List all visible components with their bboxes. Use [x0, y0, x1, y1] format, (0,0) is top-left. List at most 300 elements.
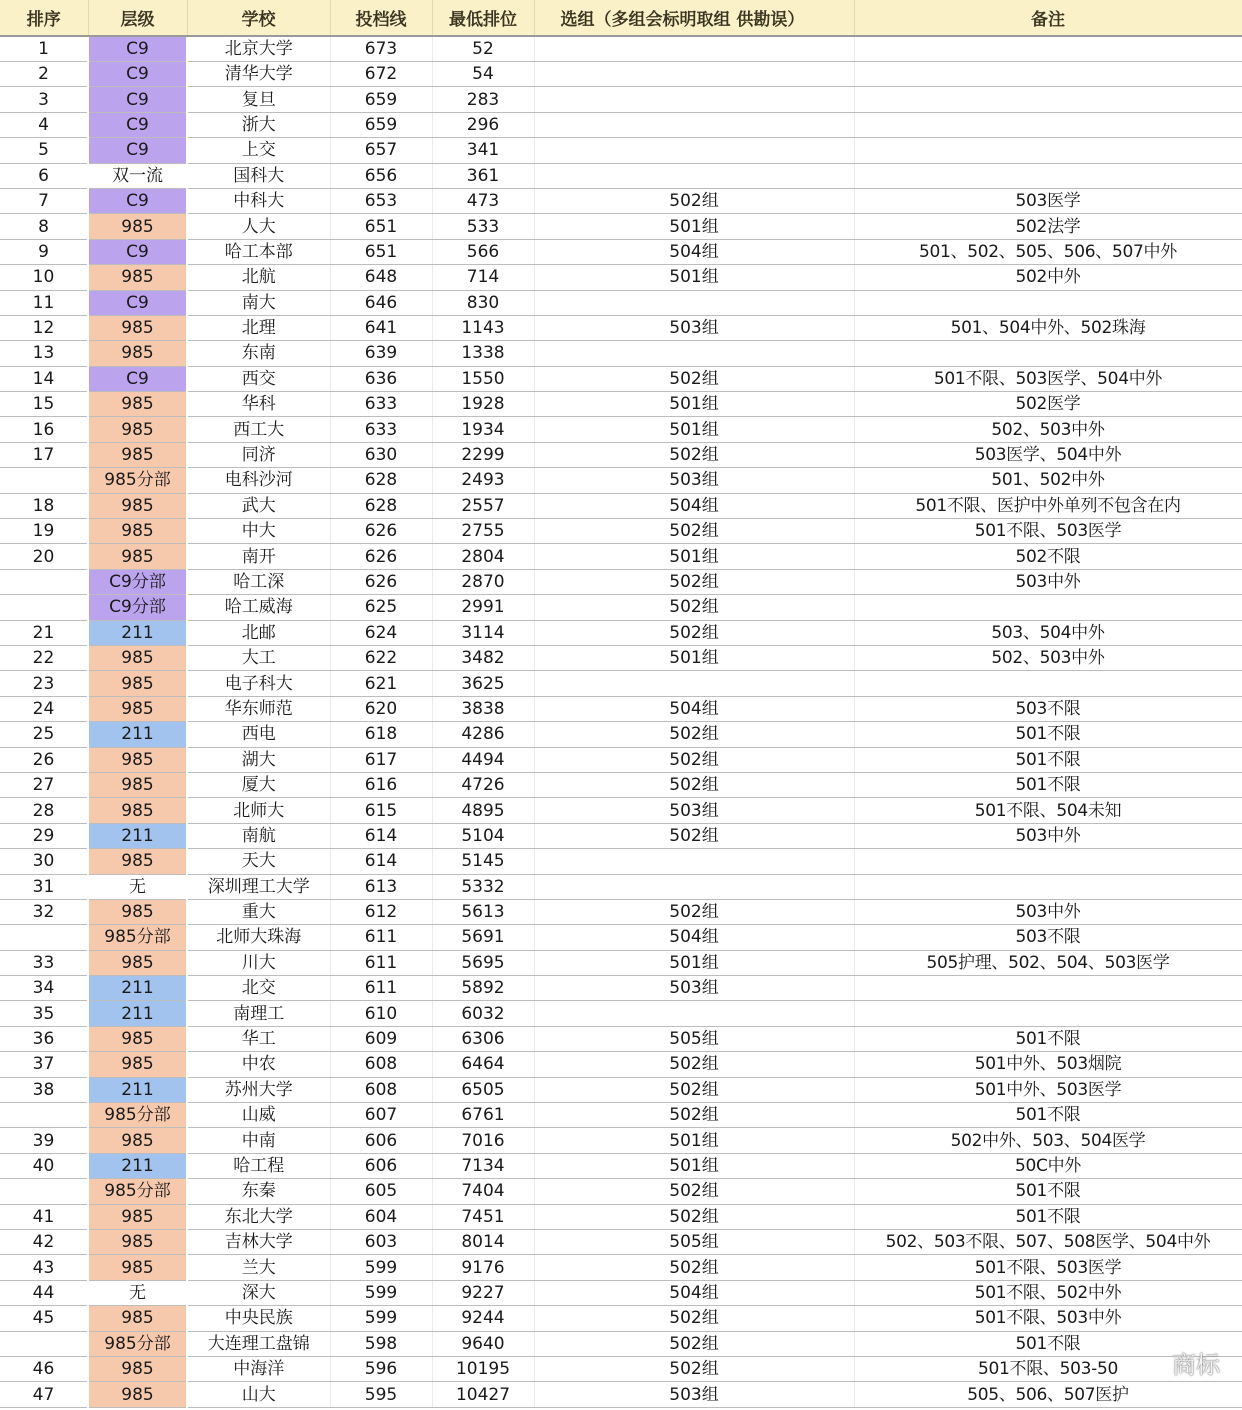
table-row — [0, 595, 1242, 620]
rank-cell: 11 — [0, 290, 88, 315]
cutoff-score-cell: 608 — [330, 1052, 432, 1077]
cutoff-score-cell: 673 — [330, 36, 432, 62]
lowest-rank-cell: 2755 — [432, 519, 534, 544]
lowest-rank-cell: 54 — [432, 62, 534, 87]
table-row — [0, 493, 1242, 518]
tier-cell: 985 — [88, 849, 187, 874]
rank-cell: 34 — [0, 976, 88, 1001]
cutoff-score-cell: 633 — [330, 417, 432, 442]
remarks-cell: 503医学 — [854, 188, 1242, 213]
cutoff-score-cell: 598 — [330, 1331, 432, 1356]
group-cell: 502组 — [534, 366, 854, 391]
school-cell: 重大 — [187, 899, 330, 924]
cutoff-score-cell: 626 — [330, 544, 432, 569]
school-cell: 深圳理工大学 — [187, 874, 330, 899]
rank-cell: 38 — [0, 1077, 88, 1102]
table-row — [0, 1179, 1242, 1204]
tier-cell: 985 — [88, 315, 187, 340]
cutoff-score-cell: 633 — [330, 392, 432, 417]
header-tier: 层级 — [88, 0, 187, 36]
lowest-rank-cell: 5104 — [432, 823, 534, 848]
school-cell: 哈工威海 — [187, 595, 330, 620]
tier-cell: C9分部 — [88, 595, 187, 620]
rank-cell: 8 — [0, 214, 88, 239]
group-cell — [534, 112, 854, 137]
tier-cell: 211 — [88, 1001, 187, 1026]
rank-cell: 29 — [0, 823, 88, 848]
group-cell: 501组 — [534, 950, 854, 975]
group-cell: 502组 — [534, 1255, 854, 1280]
table-row — [0, 1026, 1242, 1051]
rank-cell: 25 — [0, 722, 88, 747]
remarks-cell: 502医学 — [854, 392, 1242, 417]
table-row — [0, 87, 1242, 112]
lowest-rank-cell: 283 — [432, 87, 534, 112]
rank-cell: 13 — [0, 341, 88, 366]
school-cell: 北邮 — [187, 620, 330, 645]
group-cell: 502组 — [534, 569, 854, 594]
school-cell: 吉林大学 — [187, 1229, 330, 1254]
table-row — [0, 417, 1242, 442]
table-row — [0, 544, 1242, 569]
table-row — [0, 62, 1242, 87]
school-cell: 东南 — [187, 341, 330, 366]
group-cell: 502组 — [534, 620, 854, 645]
table-row — [0, 1356, 1242, 1381]
rank-cell: 12 — [0, 315, 88, 340]
remarks-cell: 503中外 — [854, 899, 1242, 924]
school-cell: 山威 — [187, 1103, 330, 1128]
lowest-rank-cell: 6761 — [432, 1103, 534, 1128]
lowest-rank-cell: 2870 — [432, 569, 534, 594]
cutoff-score-cell: 648 — [330, 265, 432, 290]
tier-cell: 211 — [88, 976, 187, 1001]
rank-cell: 35 — [0, 1001, 88, 1026]
cutoff-score-cell: 641 — [330, 315, 432, 340]
school-cell: 清华大学 — [187, 62, 330, 87]
table-row — [0, 1052, 1242, 1077]
school-cell: 东北大学 — [187, 1204, 330, 1229]
tier-cell: 985 — [88, 1128, 187, 1153]
school-cell: 山大 — [187, 1382, 330, 1407]
lowest-rank-cell: 9640 — [432, 1331, 534, 1356]
table-row — [0, 1128, 1242, 1153]
lowest-rank-cell: 4286 — [432, 722, 534, 747]
tier-cell: 985 — [88, 696, 187, 721]
group-cell — [534, 36, 854, 62]
group-cell — [534, 849, 854, 874]
watermark: 商标 — [1172, 1351, 1220, 1379]
table-row — [0, 823, 1242, 848]
school-cell: 同济 — [187, 442, 330, 467]
school-cell: 中科大 — [187, 188, 330, 213]
school-cell: 北交 — [187, 976, 330, 1001]
lowest-rank-cell: 5613 — [432, 899, 534, 924]
lowest-rank-cell: 5145 — [432, 849, 534, 874]
tier-cell: 211 — [88, 823, 187, 848]
school-cell: 天大 — [187, 849, 330, 874]
table-row — [0, 188, 1242, 213]
group-cell: 502组 — [534, 1204, 854, 1229]
lowest-rank-cell: 2991 — [432, 595, 534, 620]
group-cell — [534, 138, 854, 163]
remarks-cell — [854, 138, 1242, 163]
remarks-cell: 501不限 — [854, 1026, 1242, 1051]
remarks-cell — [854, 976, 1242, 1001]
remarks-cell: 501不限 — [854, 1179, 1242, 1204]
tier-cell: 985 — [88, 798, 187, 823]
remarks-cell: 501不限、503医学 — [854, 519, 1242, 544]
school-cell: 中海洋 — [187, 1356, 330, 1381]
group-cell: 503组 — [534, 976, 854, 1001]
group-cell: 502组 — [534, 1077, 854, 1102]
school-cell: 哈工本部 — [187, 239, 330, 264]
table-row — [0, 112, 1242, 137]
rank-cell: 7 — [0, 188, 88, 213]
cutoff-score-cell: 617 — [330, 747, 432, 772]
group-cell: 502组 — [534, 1179, 854, 1204]
lowest-rank-cell: 9176 — [432, 1255, 534, 1280]
rank-cell: 46 — [0, 1356, 88, 1381]
remarks-cell: 501不限、504未知 — [854, 798, 1242, 823]
school-cell: 北师大珠海 — [187, 925, 330, 950]
school-cell: 川大 — [187, 950, 330, 975]
lowest-rank-cell: 5332 — [432, 874, 534, 899]
cutoff-score-cell: 672 — [330, 62, 432, 87]
school-cell: 东秦 — [187, 1179, 330, 1204]
group-cell: 504组 — [534, 239, 854, 264]
school-cell: 西交 — [187, 366, 330, 391]
school-cell: 中大 — [187, 519, 330, 544]
cutoff-score-cell: 630 — [330, 442, 432, 467]
lowest-rank-cell: 3838 — [432, 696, 534, 721]
school-cell: 中农 — [187, 1052, 330, 1077]
group-cell — [534, 874, 854, 899]
remarks-cell: 502、503中外 — [854, 645, 1242, 670]
tier-cell: 985 — [88, 1382, 187, 1407]
remarks-cell: 501不限 — [854, 1331, 1242, 1356]
remarks-cell: 505护理、502、504、503医学 — [854, 950, 1242, 975]
rank-cell: 17 — [0, 442, 88, 467]
remarks-cell: 501不限 — [854, 1103, 1242, 1128]
cutoff-score-cell: 606 — [330, 1153, 432, 1178]
table-row — [0, 442, 1242, 467]
remarks-cell: 502、503中外 — [854, 417, 1242, 442]
table-row — [0, 392, 1242, 417]
tier-cell: 双一流 — [88, 163, 187, 188]
lowest-rank-cell: 5892 — [432, 976, 534, 1001]
remarks-cell: 501中外、503医学 — [854, 1077, 1242, 1102]
group-cell: 501组 — [534, 1128, 854, 1153]
school-cell: 中央民族 — [187, 1306, 330, 1331]
rank-cell: 5 — [0, 138, 88, 163]
remarks-cell: 502、503不限、507、508医学、504中外 — [854, 1229, 1242, 1254]
table-header — [0, 0, 1242, 36]
tier-cell: 985 — [88, 442, 187, 467]
remarks-cell: 50C中外 — [854, 1153, 1242, 1178]
school-cell: 上交 — [187, 138, 330, 163]
cutoff-score-cell: 653 — [330, 188, 432, 213]
rank-cell: 19 — [0, 519, 88, 544]
rank-cell: 6 — [0, 163, 88, 188]
tier-cell: 985分部 — [88, 1179, 187, 1204]
remarks-cell: 502中外 — [854, 265, 1242, 290]
rank-cell — [0, 595, 88, 620]
table-row — [0, 671, 1242, 696]
group-cell — [534, 163, 854, 188]
cutoff-score-cell: 646 — [330, 290, 432, 315]
group-cell — [534, 341, 854, 366]
group-cell — [534, 87, 854, 112]
remarks-cell: 503医学、504中外 — [854, 442, 1242, 467]
header-school: 学校 — [187, 0, 330, 36]
lowest-rank-cell: 2557 — [432, 493, 534, 518]
lowest-rank-cell: 6032 — [432, 1001, 534, 1026]
tier-cell: 211 — [88, 620, 187, 645]
remarks-cell: 501不限、503-50 — [854, 1356, 1242, 1381]
cutoff-score-cell: 614 — [330, 823, 432, 848]
table-row — [0, 772, 1242, 797]
tier-cell: C9 — [88, 239, 187, 264]
lowest-rank-cell: 1928 — [432, 392, 534, 417]
cutoff-score-cell: 604 — [330, 1204, 432, 1229]
table-row — [0, 798, 1242, 823]
tier-cell: C9分部 — [88, 569, 187, 594]
school-cell: 深大 — [187, 1280, 330, 1305]
lowest-rank-cell: 1143 — [432, 315, 534, 340]
cutoff-score-cell: 614 — [330, 849, 432, 874]
remarks-cell: 501不限、503医学、504中外 — [854, 366, 1242, 391]
cutoff-score-cell: 610 — [330, 1001, 432, 1026]
school-cell: 南航 — [187, 823, 330, 848]
group-cell: 501组 — [534, 417, 854, 442]
tier-cell: 985 — [88, 214, 187, 239]
lowest-rank-cell: 2299 — [432, 442, 534, 467]
group-cell: 502组 — [534, 595, 854, 620]
rank-cell: 4 — [0, 112, 88, 137]
remarks-cell — [854, 849, 1242, 874]
table-row — [0, 214, 1242, 239]
school-cell: 武大 — [187, 493, 330, 518]
cutoff-score-cell: 626 — [330, 519, 432, 544]
lowest-rank-cell: 296 — [432, 112, 534, 137]
tier-cell: 985 — [88, 544, 187, 569]
group-cell: 504组 — [534, 925, 854, 950]
tier-cell: 985分部 — [88, 1331, 187, 1356]
cutoff-score-cell: 622 — [330, 645, 432, 670]
table-row — [0, 950, 1242, 975]
remarks-cell: 501不限、医护中外单列不包含在内 — [854, 493, 1242, 518]
rank-cell: 27 — [0, 772, 88, 797]
group-cell: 502组 — [534, 442, 854, 467]
table-row — [0, 1382, 1242, 1407]
cutoff-score-cell: 595 — [330, 1382, 432, 1407]
group-cell — [534, 671, 854, 696]
lowest-rank-cell: 3625 — [432, 671, 534, 696]
rank-cell: 26 — [0, 747, 88, 772]
lowest-rank-cell: 714 — [432, 265, 534, 290]
school-cell: 中南 — [187, 1128, 330, 1153]
cutoff-score-cell: 657 — [330, 138, 432, 163]
table-row — [0, 315, 1242, 340]
header-remarks: 备注 — [854, 0, 1242, 36]
cutoff-score-cell: 607 — [330, 1103, 432, 1128]
rank-cell: 10 — [0, 265, 88, 290]
table-row — [0, 620, 1242, 645]
tier-cell: C9 — [88, 36, 187, 62]
cutoff-score-cell: 596 — [330, 1356, 432, 1381]
lowest-rank-cell: 6464 — [432, 1052, 534, 1077]
lowest-rank-cell: 2804 — [432, 544, 534, 569]
table-row — [0, 341, 1242, 366]
tier-cell: C9 — [88, 290, 187, 315]
school-cell: 电子科大 — [187, 671, 330, 696]
cutoff-score-cell: 651 — [330, 214, 432, 239]
remarks-cell: 501不限 — [854, 1204, 1242, 1229]
table-row — [0, 239, 1242, 264]
lowest-rank-cell: 566 — [432, 239, 534, 264]
rank-cell: 40 — [0, 1153, 88, 1178]
remarks-cell — [854, 87, 1242, 112]
lowest-rank-cell: 52 — [432, 36, 534, 62]
rank-cell: 3 — [0, 87, 88, 112]
group-cell: 503组 — [534, 798, 854, 823]
remarks-cell: 501不限、503医学 — [854, 1255, 1242, 1280]
rank-cell — [0, 925, 88, 950]
table-row — [0, 849, 1242, 874]
group-cell — [534, 290, 854, 315]
rank-cell: 14 — [0, 366, 88, 391]
school-cell: 电科沙河 — [187, 468, 330, 493]
table-row — [0, 366, 1242, 391]
remarks-cell: 501、504中外、502珠海 — [854, 315, 1242, 340]
rank-cell: 28 — [0, 798, 88, 823]
rank-cell: 30 — [0, 849, 88, 874]
lowest-rank-cell: 7016 — [432, 1128, 534, 1153]
table-row — [0, 874, 1242, 899]
school-cell: 华工 — [187, 1026, 330, 1051]
tier-cell: 985 — [88, 950, 187, 975]
header-group: 选组（多组会标明取组 供勘误） — [534, 0, 854, 36]
tier-cell: 985 — [88, 1204, 187, 1229]
tier-cell: 985 — [88, 1052, 187, 1077]
school-cell: 兰大 — [187, 1255, 330, 1280]
lowest-rank-cell: 361 — [432, 163, 534, 188]
tier-cell: 211 — [88, 722, 187, 747]
table-row — [0, 1255, 1242, 1280]
remarks-cell: 503中外 — [854, 569, 1242, 594]
rank-cell: 33 — [0, 950, 88, 975]
tier-cell: 211 — [88, 1153, 187, 1178]
rank-cell — [0, 1103, 88, 1128]
rank-cell — [0, 1179, 88, 1204]
group-cell: 505组 — [534, 1229, 854, 1254]
remarks-cell — [854, 671, 1242, 696]
cutoff-score-cell: 628 — [330, 468, 432, 493]
tier-cell: C9 — [88, 188, 187, 213]
table-row — [0, 290, 1242, 315]
rank-cell: 9 — [0, 239, 88, 264]
remarks-cell: 502不限 — [854, 544, 1242, 569]
group-cell: 502组 — [534, 722, 854, 747]
school-cell: 北京大学 — [187, 36, 330, 62]
table-row — [0, 645, 1242, 670]
remarks-cell: 502法学 — [854, 214, 1242, 239]
lowest-rank-cell: 830 — [432, 290, 534, 315]
lowest-rank-cell: 6306 — [432, 1026, 534, 1051]
tier-cell: 985分部 — [88, 468, 187, 493]
lowest-rank-cell: 10427 — [432, 1382, 534, 1407]
cutoff-score-cell: 628 — [330, 493, 432, 518]
table-body — [0, 36, 1242, 1407]
remarks-cell: 503不限 — [854, 696, 1242, 721]
lowest-rank-cell: 1338 — [432, 341, 534, 366]
cutoff-score-cell: 620 — [330, 696, 432, 721]
table-row — [0, 1077, 1242, 1102]
rank-cell: 41 — [0, 1204, 88, 1229]
lowest-rank-cell: 5695 — [432, 950, 534, 975]
school-cell: 苏州大学 — [187, 1077, 330, 1102]
lowest-rank-cell: 533 — [432, 214, 534, 239]
remarks-cell: 502中外、503、504医学 — [854, 1128, 1242, 1153]
group-cell: 504组 — [534, 493, 854, 518]
lowest-rank-cell: 7404 — [432, 1179, 534, 1204]
tier-cell: 985 — [88, 747, 187, 772]
rank-cell: 47 — [0, 1382, 88, 1407]
cutoff-score-cell: 605 — [330, 1179, 432, 1204]
table-row — [0, 722, 1242, 747]
group-cell: 502组 — [534, 823, 854, 848]
rank-cell: 37 — [0, 1052, 88, 1077]
rank-cell: 24 — [0, 696, 88, 721]
remarks-cell — [854, 341, 1242, 366]
cutoff-score-cell: 639 — [330, 341, 432, 366]
cutoff-score-cell: 611 — [330, 950, 432, 975]
cutoff-score-cell: 599 — [330, 1280, 432, 1305]
table-row — [0, 569, 1242, 594]
cutoff-score-cell: 651 — [330, 239, 432, 264]
remarks-cell: 503中外 — [854, 823, 1242, 848]
remarks-cell — [854, 163, 1242, 188]
cutoff-score-cell: 611 — [330, 925, 432, 950]
group-cell: 502组 — [534, 1331, 854, 1356]
table-row — [0, 747, 1242, 772]
group-cell: 501组 — [534, 645, 854, 670]
school-cell: 浙大 — [187, 112, 330, 137]
lowest-rank-cell: 9227 — [432, 1280, 534, 1305]
group-cell: 503组 — [534, 468, 854, 493]
rank-cell: 23 — [0, 671, 88, 696]
cutoff-score-cell: 636 — [330, 366, 432, 391]
group-cell: 501组 — [534, 1153, 854, 1178]
tier-cell: 无 — [88, 1280, 187, 1305]
group-cell: 502组 — [534, 772, 854, 797]
tier-cell: 985 — [88, 1356, 187, 1381]
cutoff-score-cell: 611 — [330, 976, 432, 1001]
cutoff-score-cell: 626 — [330, 569, 432, 594]
header-lowest-rank: 最低排位 — [432, 0, 534, 36]
rank-cell: 1 — [0, 36, 88, 62]
lowest-rank-cell: 2493 — [432, 468, 534, 493]
cutoff-score-cell: 603 — [330, 1229, 432, 1254]
tier-cell: 985 — [88, 899, 187, 924]
group-cell — [534, 62, 854, 87]
remarks-cell — [854, 1001, 1242, 1026]
group-cell: 502组 — [534, 1356, 854, 1381]
tier-cell: 985 — [88, 341, 187, 366]
tier-cell: C9 — [88, 138, 187, 163]
group-cell: 501组 — [534, 392, 854, 417]
